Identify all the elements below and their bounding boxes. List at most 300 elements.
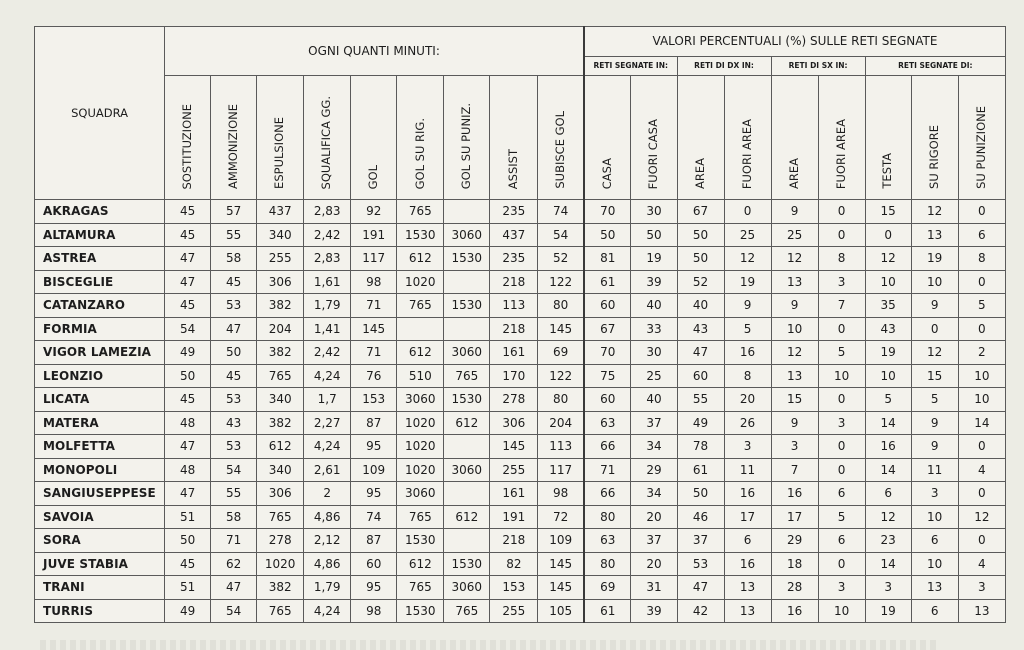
table-cell: 66 [584, 435, 631, 459]
table-cell: 6 [818, 482, 865, 506]
percent-group-header: VALORI PERCENTUALI (%) SULLE RETI SEGNATE [584, 27, 1006, 57]
column-header-label: GOL SU PUNIZ. [459, 102, 474, 189]
column-header-label: GOL SU RIG. [412, 117, 427, 189]
table-row [35, 576, 1006, 600]
table-row [35, 223, 1006, 247]
table-cell: 10 [958, 388, 1005, 412]
table-cell: 1,79 [304, 294, 351, 318]
table-cell: 47 [165, 482, 211, 506]
table-cell: 29 [771, 529, 818, 553]
table-cell: 765 [397, 576, 444, 600]
table-cell: 10 [958, 364, 1005, 388]
table-cell: 145 [538, 552, 584, 576]
table-cell: 40 [631, 294, 677, 318]
table-cell: 70 [584, 200, 631, 224]
table-row [35, 247, 1006, 271]
column-header-label: GOL [365, 164, 380, 189]
table-cell: 45 [165, 223, 211, 247]
table-cell: 50 [211, 341, 257, 365]
table-cell: 53 [677, 552, 724, 576]
table-cell: 9 [911, 294, 958, 318]
table-cell: 30 [631, 200, 677, 224]
table-cell: 145 [351, 317, 397, 341]
column-header-label: CASA [599, 157, 614, 189]
table-header [35, 27, 1006, 200]
table-row [35, 200, 1006, 224]
table-cell: 0 [911, 317, 958, 341]
table-cell: 53 [211, 294, 257, 318]
column-header [211, 76, 257, 200]
table-cell: 50 [584, 223, 631, 247]
table-cell: 34 [631, 482, 677, 506]
table-cell: 20 [631, 505, 677, 529]
table-cell: 510 [397, 364, 444, 388]
table-cell: 612 [444, 505, 490, 529]
table-cell: 57 [211, 200, 257, 224]
table-cell: 25 [724, 223, 771, 247]
table-cell: 60 [677, 364, 724, 388]
table-cell: 6 [911, 599, 958, 623]
table-cell: 2,27 [304, 411, 351, 435]
table-cell: 9 [771, 411, 818, 435]
column-header [677, 76, 724, 200]
table-cell [444, 435, 490, 459]
table-cell: 3 [771, 435, 818, 459]
table-cell: 19 [865, 599, 911, 623]
table-row [35, 435, 1006, 459]
table-cell: 19 [631, 247, 677, 271]
table-cell: 218 [490, 529, 538, 553]
column-header [538, 76, 584, 200]
team-name: MOLFETTA [35, 435, 165, 459]
table-cell: 8 [958, 247, 1005, 271]
table-cell: 63 [584, 411, 631, 435]
table-cell: 170 [490, 364, 538, 388]
table-cell: 50 [677, 482, 724, 506]
table-cell: 20 [724, 388, 771, 412]
table-cell: 61 [584, 599, 631, 623]
table-cell: 20 [631, 552, 677, 576]
table-cell: 10 [911, 505, 958, 529]
table-cell: 50 [677, 223, 724, 247]
table-cell: 47 [677, 576, 724, 600]
table-cell: 13 [724, 576, 771, 600]
table-cell: 50 [677, 247, 724, 271]
table-cell: 45 [211, 270, 257, 294]
table-cell: 47 [165, 247, 211, 271]
table-cell: 2,42 [304, 341, 351, 365]
table-cell: 55 [211, 223, 257, 247]
table-cell: 69 [584, 576, 631, 600]
table-cell: 81 [584, 247, 631, 271]
table-cell: 12 [911, 200, 958, 224]
table-cell: 1,61 [304, 270, 351, 294]
table-cell: 6 [958, 223, 1005, 247]
column-header-label: TESTA [880, 153, 895, 189]
table-cell: 37 [677, 529, 724, 553]
column-header-label: AREA [692, 158, 707, 189]
table-cell: 4,86 [304, 505, 351, 529]
table-cell: 6 [865, 482, 911, 506]
table-cell: 33 [631, 317, 677, 341]
table-cell: 3 [911, 482, 958, 506]
table-cell: 113 [490, 294, 538, 318]
table-cell: 52 [538, 247, 584, 271]
table-cell: 765 [444, 364, 490, 388]
table-cell: 161 [490, 341, 538, 365]
table-cell: 4,24 [304, 599, 351, 623]
table-cell: 98 [351, 599, 397, 623]
table-cell: 74 [351, 505, 397, 529]
table-cell: 26 [724, 411, 771, 435]
team-name: JUVE STABIA [35, 552, 165, 576]
table-cell: 61 [677, 458, 724, 482]
table-cell: 10 [865, 364, 911, 388]
table-cell: 306 [257, 270, 304, 294]
table-cell: 0 [818, 458, 865, 482]
table-cell: 53 [211, 388, 257, 412]
table-cell: 55 [211, 482, 257, 506]
table-cell: 3 [865, 576, 911, 600]
column-header [818, 76, 865, 200]
table-cell: 8 [724, 364, 771, 388]
table-cell: 3060 [444, 458, 490, 482]
table-cell: 10 [818, 364, 865, 388]
column-header [397, 76, 444, 200]
table-cell: 25 [771, 223, 818, 247]
table-row [35, 552, 1006, 576]
table-cell: 255 [257, 247, 304, 271]
table-cell: 1020 [397, 411, 444, 435]
table-cell: 74 [538, 200, 584, 224]
team-name: FORMIA [35, 317, 165, 341]
column-header-label: SU RIGORE [926, 125, 941, 189]
table-cell: 1020 [397, 270, 444, 294]
table-cell: 72 [538, 505, 584, 529]
table-cell: 145 [538, 576, 584, 600]
table-cell: 12 [865, 505, 911, 529]
table-cell: 71 [351, 294, 397, 318]
table-row [35, 341, 1006, 365]
table-cell: 1530 [444, 388, 490, 412]
table-cell: 45 [165, 294, 211, 318]
table-cell: 1530 [397, 599, 444, 623]
table-row [35, 505, 1006, 529]
table-cell: 48 [165, 411, 211, 435]
table-cell: 6 [724, 529, 771, 553]
table-cell: 60 [351, 552, 397, 576]
table-cell: 382 [257, 341, 304, 365]
table-cell: 60 [584, 294, 631, 318]
table-cell: 51 [165, 576, 211, 600]
table-cell: 45 [165, 200, 211, 224]
team-name: AKRAGAS [35, 200, 165, 224]
table-cell: 9 [911, 435, 958, 459]
table-cell: 0 [865, 223, 911, 247]
table-cell: 2,83 [304, 200, 351, 224]
table-cell: 7 [771, 458, 818, 482]
column-headers-row [35, 76, 1006, 200]
table-cell: 340 [257, 388, 304, 412]
table-cell: 278 [490, 388, 538, 412]
table-cell: 113 [538, 435, 584, 459]
table-cell: 12 [865, 247, 911, 271]
team-name: ALTAMURA [35, 223, 165, 247]
table-cell [444, 270, 490, 294]
table-cell: 17 [724, 505, 771, 529]
table-cell: 16 [771, 482, 818, 506]
table-row [35, 317, 1006, 341]
table-cell: 15 [771, 388, 818, 412]
table-cell: 16 [724, 552, 771, 576]
table-cell: 0 [958, 529, 1005, 553]
table-cell: 47 [165, 435, 211, 459]
table-cell: 255 [490, 458, 538, 482]
table-cell: 13 [771, 364, 818, 388]
table-cell: 0 [818, 317, 865, 341]
table-cell: 382 [257, 576, 304, 600]
table-cell: 19 [911, 247, 958, 271]
table-cell: 6 [911, 529, 958, 553]
table-cell: 204 [257, 317, 304, 341]
table-cell: 278 [257, 529, 304, 553]
table-cell: 2,61 [304, 458, 351, 482]
table-cell: 31 [631, 576, 677, 600]
table-cell: 58 [211, 505, 257, 529]
table-cell: 2 [304, 482, 351, 506]
team-name: BISCEGLIE [35, 270, 165, 294]
table-cell: 14 [958, 411, 1005, 435]
table-cell: 28 [771, 576, 818, 600]
table-cell: 35 [865, 294, 911, 318]
table-cell: 10 [771, 317, 818, 341]
table-cell: 25 [631, 364, 677, 388]
table-cell: 82 [490, 552, 538, 576]
table-cell: 765 [444, 599, 490, 623]
team-name: TURRIS [35, 599, 165, 623]
table-cell: 5 [865, 388, 911, 412]
table-cell: 76 [351, 364, 397, 388]
table-cell: 16 [865, 435, 911, 459]
table-cell: 0 [958, 270, 1005, 294]
table-row [35, 482, 1006, 506]
table-cell: 765 [257, 599, 304, 623]
table-cell: 16 [771, 599, 818, 623]
table-cell: 0 [958, 482, 1005, 506]
table-cell: 71 [584, 458, 631, 482]
table-cell: 42 [677, 599, 724, 623]
table-cell: 255 [490, 599, 538, 623]
table-cell: 49 [677, 411, 724, 435]
table-cell: 0 [958, 317, 1005, 341]
table-cell: 70 [584, 341, 631, 365]
table-row [35, 599, 1006, 623]
table-cell: 47 [165, 270, 211, 294]
table-cell: 4 [958, 458, 1005, 482]
table-row [35, 270, 1006, 294]
table-cell: 117 [351, 247, 397, 271]
table-cell: 55 [677, 388, 724, 412]
table-cell: 3 [818, 576, 865, 600]
table-cell: 2,83 [304, 247, 351, 271]
table-cell: 95 [351, 576, 397, 600]
column-header-label: ASSIST [506, 148, 521, 189]
table-cell: 37 [631, 411, 677, 435]
table-cell: 78 [677, 435, 724, 459]
table-cell: 765 [257, 364, 304, 388]
column-header [958, 76, 1005, 200]
table-cell: 75 [584, 364, 631, 388]
table-cell: 39 [631, 270, 677, 294]
table-cell: 10 [911, 552, 958, 576]
table-cell: 0 [818, 223, 865, 247]
table-cell: 1,79 [304, 576, 351, 600]
table-cell: 306 [490, 411, 538, 435]
team-name: MATERA [35, 411, 165, 435]
table-cell: 109 [538, 529, 584, 553]
reti-sx-header: RETI DI SX IN: [771, 56, 865, 75]
table-cell: 39 [631, 599, 677, 623]
table-cell: 47 [211, 317, 257, 341]
table-cell: 0 [958, 435, 1005, 459]
table-cell: 3 [958, 576, 1005, 600]
table-cell: 66 [584, 482, 631, 506]
table-cell: 14 [865, 552, 911, 576]
table-cell: 7 [818, 294, 865, 318]
table-cell: 2,12 [304, 529, 351, 553]
table-cell: 87 [351, 411, 397, 435]
table-cell: 1,7 [304, 388, 351, 412]
table-cell: 122 [538, 364, 584, 388]
table-cell: 1,41 [304, 317, 351, 341]
column-header-label: FUORI AREA [833, 118, 848, 189]
table-cell: 3060 [444, 223, 490, 247]
column-header-label: AREA [786, 158, 801, 189]
table-cell: 47 [211, 576, 257, 600]
table-cell: 52 [677, 270, 724, 294]
table-cell: 9 [724, 294, 771, 318]
table-cell: 87 [351, 529, 397, 553]
table-cell: 17 [771, 505, 818, 529]
column-header-label: ESPULSIONE [272, 117, 287, 189]
table-cell: 98 [351, 270, 397, 294]
table-cell: 5 [818, 341, 865, 365]
table-cell: 12 [911, 341, 958, 365]
table-cell: 13 [911, 223, 958, 247]
table-cell: 204 [538, 411, 584, 435]
table-cell: 1530 [444, 552, 490, 576]
table-cell: 382 [257, 411, 304, 435]
squadra-header: SQUADRA [35, 27, 165, 200]
table-cell [444, 482, 490, 506]
table-cell: 12 [771, 247, 818, 271]
table-cell: 80 [584, 552, 631, 576]
table-cell [444, 200, 490, 224]
reti-segnate-in-header: RETI SEGNATE IN: [584, 56, 677, 75]
table-cell: 45 [211, 364, 257, 388]
table-cell: 191 [490, 505, 538, 529]
column-header [865, 76, 911, 200]
table-cell: 30 [631, 341, 677, 365]
table-cell: 15 [911, 364, 958, 388]
table-cell: 16 [724, 482, 771, 506]
table-cell: 4,24 [304, 364, 351, 388]
table-cell: 37 [631, 529, 677, 553]
table-cell: 3060 [444, 576, 490, 600]
table-cell: 11 [911, 458, 958, 482]
table-cell: 18 [771, 552, 818, 576]
table-cell: 612 [397, 552, 444, 576]
table-cell: 9 [771, 200, 818, 224]
table-cell: 54 [211, 599, 257, 623]
table-cell: 0 [724, 200, 771, 224]
team-name: LEONZIO [35, 364, 165, 388]
table-cell: 5 [724, 317, 771, 341]
team-name: CATANZARO [35, 294, 165, 318]
table-cell: 63 [584, 529, 631, 553]
table-cell: 122 [538, 270, 584, 294]
table-cell: 3 [818, 270, 865, 294]
table-cell: 0 [818, 388, 865, 412]
table-cell: 4,86 [304, 552, 351, 576]
table-cell: 50 [631, 223, 677, 247]
table-cell: 0 [818, 200, 865, 224]
table-cell: 612 [397, 341, 444, 365]
table-cell: 765 [397, 505, 444, 529]
table-cell: 10 [818, 599, 865, 623]
table-cell: 98 [538, 482, 584, 506]
table-cell: 3060 [444, 341, 490, 365]
table-cell: 80 [584, 505, 631, 529]
table-cell [397, 317, 444, 341]
table-cell: 4 [958, 552, 1005, 576]
team-name: SORA [35, 529, 165, 553]
table-cell: 53 [211, 435, 257, 459]
table-body [35, 200, 1006, 623]
column-header [304, 76, 351, 200]
table-cell: 12 [958, 505, 1005, 529]
table-cell: 153 [490, 576, 538, 600]
table-cell: 51 [165, 505, 211, 529]
table-cell: 9 [771, 294, 818, 318]
table-cell: 765 [397, 294, 444, 318]
table-cell: 43 [865, 317, 911, 341]
table-cell: 14 [865, 411, 911, 435]
table-cell: 612 [397, 247, 444, 271]
table-cell: 765 [257, 505, 304, 529]
table-cell: 8 [818, 247, 865, 271]
table-cell: 54 [538, 223, 584, 247]
table-cell: 11 [724, 458, 771, 482]
table-cell: 145 [490, 435, 538, 459]
table-cell: 54 [165, 317, 211, 341]
table-cell: 49 [165, 599, 211, 623]
column-header [631, 76, 677, 200]
table-cell: 16 [724, 341, 771, 365]
table-cell: 47 [677, 341, 724, 365]
table-cell: 1020 [397, 435, 444, 459]
table-cell: 191 [351, 223, 397, 247]
table-cell: 218 [490, 317, 538, 341]
table-row [35, 388, 1006, 412]
table-cell: 12 [771, 341, 818, 365]
table-cell: 50 [165, 529, 211, 553]
table-cell: 40 [677, 294, 724, 318]
table-cell: 13 [771, 270, 818, 294]
table-cell: 153 [351, 388, 397, 412]
column-header-label: SQUALIFICA GG. [319, 95, 334, 189]
table-row [35, 458, 1006, 482]
